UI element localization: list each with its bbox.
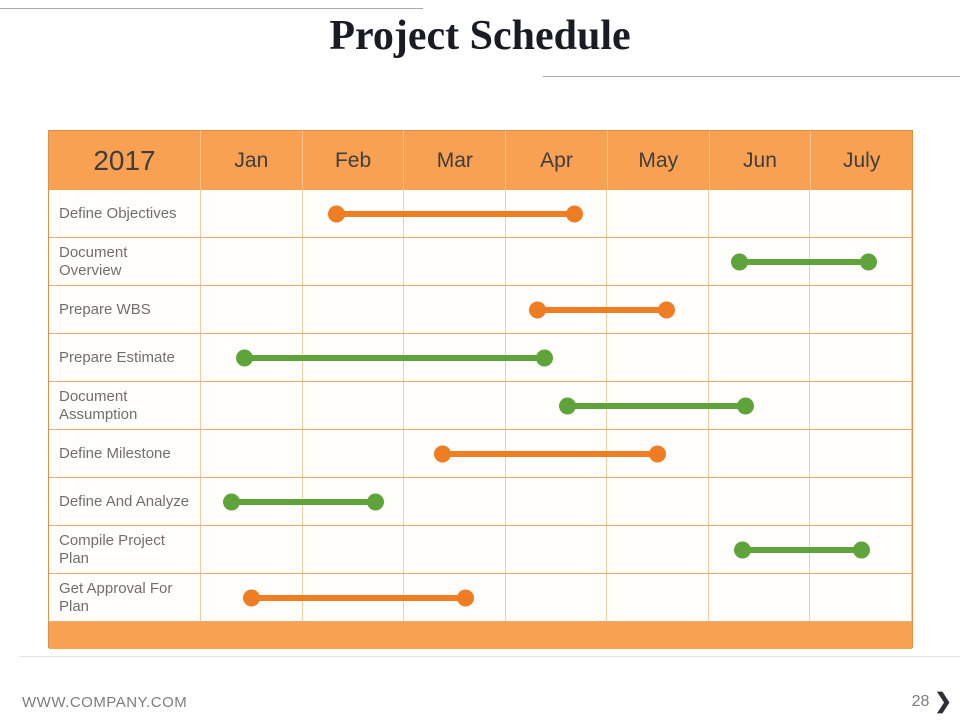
grid-cell bbox=[810, 334, 912, 381]
grid-cell bbox=[506, 478, 608, 525]
grid-cell bbox=[201, 238, 303, 285]
month-header-group bbox=[201, 131, 912, 190]
grid-cell bbox=[607, 334, 709, 381]
grid-cell bbox=[303, 430, 405, 477]
milestone-dot bbox=[559, 397, 576, 414]
grid-cell bbox=[201, 286, 303, 333]
task-bar-orange bbox=[251, 595, 466, 601]
page-title: Project Schedule bbox=[329, 13, 631, 59]
task-bar-green bbox=[739, 259, 869, 265]
page-indicator bbox=[912, 691, 952, 712]
grid-cell bbox=[810, 430, 912, 477]
grid-cell bbox=[709, 430, 811, 477]
year-header-cell: 2017 bbox=[49, 131, 201, 190]
table-bottom-band bbox=[49, 622, 912, 649]
task-bar-green bbox=[567, 403, 747, 409]
task-label: Document Overview bbox=[49, 238, 201, 285]
task-timeline bbox=[201, 382, 912, 429]
grid-cell bbox=[303, 286, 405, 333]
task-label: Define Milestone bbox=[49, 430, 201, 477]
grid-cell bbox=[303, 382, 405, 429]
grid-cell bbox=[810, 286, 912, 333]
month-header-cell: Mar bbox=[404, 131, 506, 190]
task-row bbox=[49, 238, 912, 286]
month-header-cell: Apr bbox=[506, 131, 608, 190]
task-timeline bbox=[201, 286, 912, 333]
grid-cell bbox=[709, 574, 811, 621]
month-header-cell: Jan bbox=[201, 131, 303, 190]
task-label: Document Assumption bbox=[49, 382, 201, 429]
task-bar-orange bbox=[336, 211, 575, 217]
grid-cell bbox=[404, 526, 506, 573]
grid-cell bbox=[607, 574, 709, 621]
task-timeline bbox=[201, 478, 912, 525]
grid-cell bbox=[303, 238, 405, 285]
milestone-dot bbox=[853, 541, 870, 558]
milestone-dot bbox=[731, 253, 748, 270]
gantt-header-row bbox=[49, 131, 912, 190]
month-header-cell: July bbox=[842, 148, 881, 172]
grid-cell bbox=[607, 526, 709, 573]
gantt-chart-table bbox=[48, 130, 913, 648]
footer-divider-line bbox=[20, 656, 960, 657]
task-label: Get Approval For Plan bbox=[49, 574, 201, 621]
milestone-dot bbox=[236, 349, 253, 366]
website-text: WWW.COMPANY.COM bbox=[22, 694, 188, 711]
grid-cell bbox=[607, 238, 709, 285]
month-header-cell: Feb bbox=[303, 131, 405, 190]
task-timeline bbox=[201, 238, 912, 285]
task-bar-orange bbox=[442, 451, 658, 457]
grid-cell bbox=[201, 382, 303, 429]
milestone-dot bbox=[860, 253, 877, 270]
grid-cell bbox=[404, 382, 506, 429]
grid-cell bbox=[810, 382, 912, 429]
task-bar-green bbox=[244, 355, 546, 361]
page-number: 28 bbox=[911, 692, 930, 710]
milestone-dot bbox=[536, 349, 553, 366]
milestone-dot bbox=[529, 301, 546, 318]
milestone-dot bbox=[737, 397, 754, 414]
task-timeline bbox=[201, 574, 912, 621]
grid-cell bbox=[810, 574, 912, 621]
task-row bbox=[49, 190, 912, 238]
task-row bbox=[49, 526, 912, 574]
next-page-chevron-icon[interactable]: ❯ bbox=[934, 690, 952, 713]
grid-cell bbox=[201, 190, 303, 237]
grid-cell bbox=[506, 238, 608, 285]
task-row bbox=[49, 478, 912, 526]
grid-cell bbox=[709, 478, 811, 525]
task-label: Prepare Estimate bbox=[49, 334, 201, 381]
grid-cell bbox=[201, 526, 303, 573]
grid-cell bbox=[709, 286, 811, 333]
milestone-dot bbox=[457, 589, 474, 606]
task-bar-green bbox=[231, 499, 375, 505]
task-label: Compile Project Plan bbox=[49, 526, 201, 573]
grid-cell bbox=[404, 286, 506, 333]
milestone-dot bbox=[734, 541, 751, 558]
task-row bbox=[49, 286, 912, 334]
grid-cell bbox=[607, 478, 709, 525]
grid-cell bbox=[506, 526, 608, 573]
milestone-dot bbox=[658, 301, 675, 318]
milestone-dot bbox=[566, 205, 583, 222]
title-underline bbox=[543, 76, 960, 77]
grid-cell bbox=[810, 190, 912, 237]
grid-cell bbox=[303, 526, 405, 573]
task-row bbox=[49, 430, 912, 478]
grid-cell bbox=[404, 478, 506, 525]
grid-cell bbox=[404, 238, 506, 285]
grid-cell bbox=[201, 430, 303, 477]
grid-cell bbox=[607, 190, 709, 237]
grid-cell bbox=[810, 478, 912, 525]
milestone-dot bbox=[223, 493, 240, 510]
milestone-dot bbox=[367, 493, 384, 510]
milestone-dot bbox=[649, 445, 666, 462]
task-bar-orange bbox=[537, 307, 667, 313]
task-timeline bbox=[201, 526, 912, 573]
task-row bbox=[49, 334, 912, 382]
month-header-cell: May bbox=[608, 131, 710, 190]
month-header-cell: Jun bbox=[710, 131, 812, 190]
milestone-dot bbox=[328, 205, 345, 222]
task-label: Prepare WBS bbox=[49, 286, 201, 333]
top-divider-line bbox=[0, 8, 423, 9]
task-row bbox=[49, 382, 912, 430]
milestone-dot bbox=[243, 589, 260, 606]
grid-cell bbox=[506, 574, 608, 621]
task-timeline bbox=[201, 190, 912, 237]
gantt-rows bbox=[49, 190, 912, 622]
task-timeline bbox=[201, 430, 912, 477]
task-bar-green bbox=[742, 547, 862, 553]
task-label: Define Objectives bbox=[49, 190, 201, 237]
task-label: Define And Analyze bbox=[49, 478, 201, 525]
task-row bbox=[49, 574, 912, 622]
grid-cell bbox=[709, 190, 811, 237]
task-timeline bbox=[201, 334, 912, 381]
grid-cell bbox=[709, 334, 811, 381]
milestone-dot bbox=[434, 445, 451, 462]
